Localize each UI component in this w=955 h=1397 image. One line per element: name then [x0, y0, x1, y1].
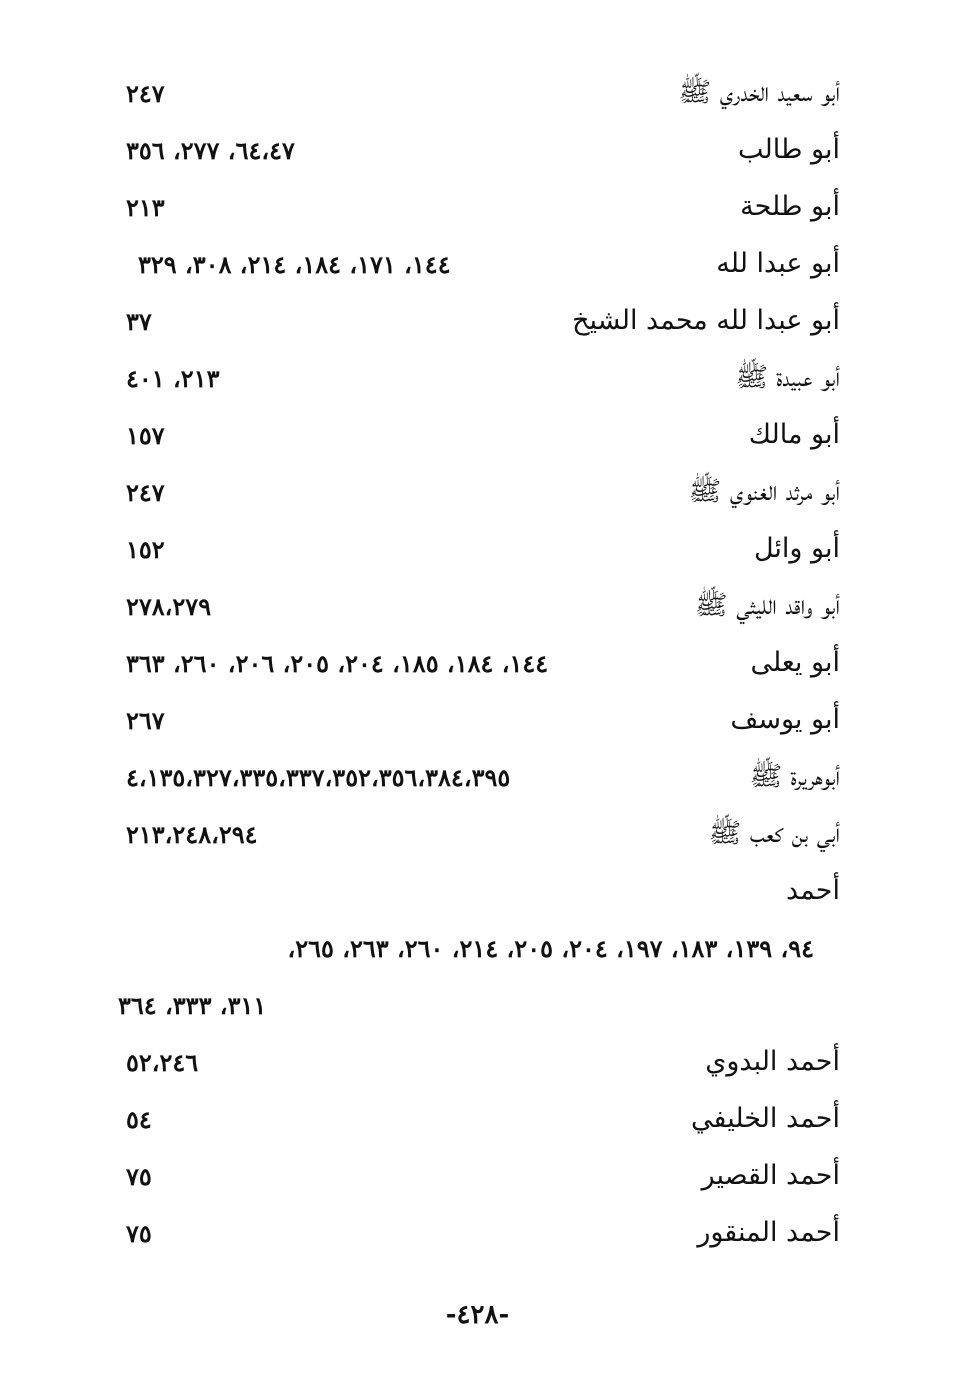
- index-entry: [118, 522, 840, 579]
- entry-name: أبي بن كعب ﷺ: [708, 818, 840, 849]
- entry-name: أبو سعيد الخدري ﷺ: [678, 77, 840, 108]
- index-entry: [118, 750, 840, 807]
- entry-name: أبو طالب: [737, 134, 840, 165]
- entry-name: أحمد: [786, 875, 840, 906]
- index-entry: [118, 1035, 840, 1092]
- entry-name: أحمد الخليفي: [691, 1103, 840, 1134]
- index-entry: [118, 294, 840, 351]
- page-number: -٤٢٨-: [445, 1300, 510, 1330]
- index-entry: [118, 1149, 840, 1206]
- index-entry: [118, 807, 840, 864]
- index-entry: [118, 237, 840, 294]
- entry-pages: ٢٧٨،٢٧٩: [126, 592, 212, 621]
- entry-name: أحمد القصير: [701, 1160, 840, 1191]
- entry-pages: ١٤٤، ١٧١، ١٨٤، ٢١٤، ٣٠٨، ٣٢٩: [138, 250, 451, 279]
- entry-pages: ١٥٢: [126, 535, 165, 564]
- entry-name: أبو مالك: [748, 419, 840, 450]
- entry-name: أبوهريرة ﷺ: [749, 761, 840, 792]
- index-entry: [118, 351, 840, 408]
- entry-pages: ٤،١٣٥،٣٢٧،٣٣٥،٣٣٧،٣٥٢،٣٥٦،٣٨٤،٣٩٥: [126, 763, 511, 792]
- entry-pages: ٦٤،٤٧، ٢٧٧، ٣٥٦: [126, 136, 295, 165]
- entry-name: أبو مرثد الغنوي ﷺ: [688, 476, 840, 507]
- entry-name: أحمد المنقور: [697, 1217, 840, 1248]
- entry-name: أبو وائل: [753, 533, 840, 564]
- entry-pages: ٣١١، ٣٣٣، ٣٦٤: [118, 991, 267, 1020]
- index-entry: [118, 579, 840, 636]
- entry-name: أبو يعلى: [750, 647, 840, 678]
- entry-pages: ٩٤، ١٣٩، ١٨٣، ١٩٧، ٢٠٤، ٢٠٥، ٢١٤، ٢٦٠، ٢٦٣، ٢٦٥،: [287, 934, 814, 963]
- entry-name: أبو عبيدة ﷺ: [735, 362, 840, 393]
- entry-pages: ٢٦٧: [126, 706, 165, 735]
- entry-name: أبو واقد الليثي ﷺ: [695, 590, 840, 621]
- index-entry: [118, 465, 840, 522]
- entry-name: أبو طلحة: [740, 191, 840, 222]
- entry-pages: ١٥٧: [126, 421, 165, 450]
- continuation-row: [118, 978, 840, 1035]
- entry-pages: ٥٢،٢٤٦: [126, 1048, 199, 1077]
- entry-pages: ٥٤: [126, 1105, 152, 1134]
- index-entry: [118, 636, 840, 693]
- entry-pages: ٢١٣، ٤٠١: [126, 364, 220, 393]
- entry-pages: ٢٤٧: [126, 478, 165, 507]
- index-entry: [118, 1092, 840, 1149]
- index-entry: [118, 123, 840, 180]
- index-entry: [118, 66, 840, 123]
- entry-pages: ٣٧: [126, 307, 152, 336]
- continuation-row: [118, 921, 840, 978]
- index-entry: [118, 408, 840, 465]
- entry-name: أبو عبدا لله: [716, 248, 840, 279]
- entry-pages: ٢٤٧: [126, 79, 165, 108]
- entry-name: أحمد البدوي: [705, 1046, 840, 1077]
- entry-pages: ٢١٣: [126, 193, 165, 222]
- entry-pages: ١٤٤، ١٨٤، ١٨٥، ٢٠٤، ٢٠٥، ٢٠٦، ٢٦٠، ٣٦٣: [126, 649, 549, 678]
- entry-pages: ٢١٣،٢٤٨،٢٩٤: [126, 820, 258, 849]
- entry-pages: ٧٥: [126, 1162, 152, 1191]
- entry-name: أبو يوسف: [730, 704, 840, 735]
- name-index-list: [118, 66, 840, 1263]
- index-entry: [118, 180, 840, 237]
- entry-name: أبو عبدا لله محمد الشيخ: [572, 305, 840, 336]
- index-entry: [118, 864, 840, 921]
- entry-pages: ٧٥: [126, 1219, 152, 1248]
- index-entry: [118, 693, 840, 750]
- index-entry: [118, 1206, 840, 1263]
